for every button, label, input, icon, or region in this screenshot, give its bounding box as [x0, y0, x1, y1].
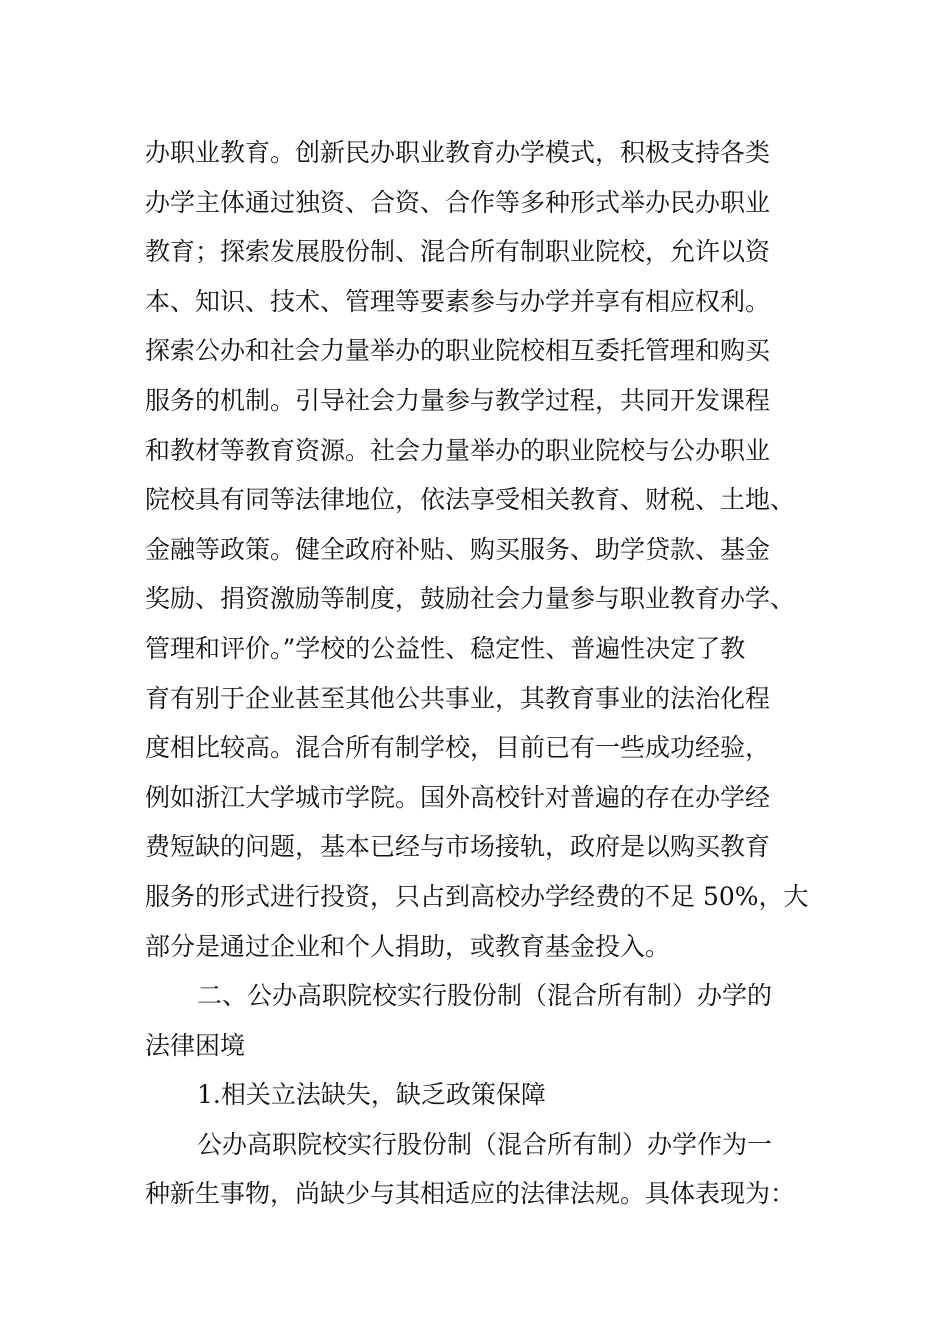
text-line: 院校具有同等法律地位，依法享受相关教育、财税、土地、 [145, 485, 796, 515]
text-line: 种新生事物，尚缺少与其相适应的法律法规。具体表现为： [145, 1179, 796, 1209]
text-line: 服务的形式进行投资，只占到高校办学经费的不足 50%，大 [145, 881, 809, 911]
text-line: 管理和评价。”学校的公益性、稳定性、普遍性决定了教 [145, 633, 746, 663]
text-line: 公办高职院校实行股份制（混合所有制）办学作为一 [197, 1129, 773, 1159]
text-line: 费短缺的问题，基本已经与市场接轨，政府是以购买教育 [145, 832, 771, 862]
text-line: 教育；探索发展股份制、混合所有制职业院校，允许以资 [145, 237, 771, 267]
text-line: 和教材等教育资源。社会力量举办的职业院校与公办职业 [145, 435, 771, 465]
text-line: 育有别于企业甚至其他公共事业，其教育事业的法治化程 [145, 683, 771, 713]
document-body [145, 128, 815, 1219]
text-line: 本、知识、技术、管理等要素参与办学并享有相应权利。 [145, 286, 771, 316]
text-line: 二、公办高职院校实行股份制（混合所有制）办学的 [197, 981, 773, 1011]
text-line: 1.相关立法缺失，缺乏政策保障 [197, 1080, 546, 1110]
text-line: 度相比较高。混合所有制学校，目前已有一些成功经验， [145, 733, 771, 763]
text-line: 探索公办和社会力量举办的职业院校相互委托管理和购买 [145, 336, 771, 366]
text-line: 部分是通过企业和个人捐助，或教育基金投入。 [145, 931, 671, 961]
text-line: 例如浙江大学城市学院。国外高校针对普遍的存在办学经 [145, 782, 771, 812]
text-line: 服务的机制。引导社会力量参与教学过程，共同开发课程 [145, 385, 771, 415]
text-line: 金融等政策。健全政府补贴、购买服务、助学贷款、基金 [145, 534, 771, 564]
text-line: 办学主体通过独资、合资、合作等多种形式举办民办职业 [145, 187, 771, 217]
text-line: 办职业教育。创新民办职业教育办学模式，积极支持各类 [145, 138, 771, 167]
text-line: 奖励、捐资激励等制度，鼓励社会力量参与职业教育办学、 [145, 584, 796, 614]
text-line: 法律困境 [145, 1030, 246, 1060]
